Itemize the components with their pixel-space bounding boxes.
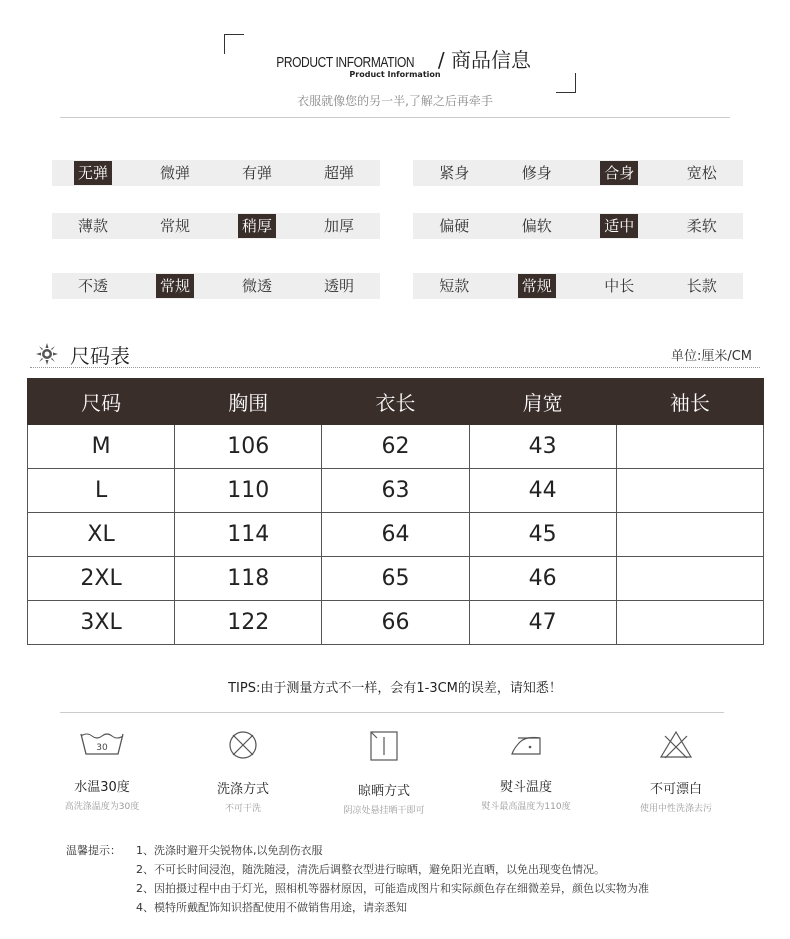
attribute-option [496, 214, 579, 238]
title-english: PRODUCT INFORMATION [276, 54, 415, 71]
attribute-group [52, 213, 380, 239]
care-title: 不可漂白 [649, 782, 702, 797]
table-cell: 106 [175, 425, 322, 469]
table-row [28, 601, 764, 645]
care-item-iron [456, 730, 596, 812]
attribute-option [661, 274, 744, 298]
size-chart-unit: 单位:厘米/CM [670, 349, 752, 364]
title-chinese: 商品信息 [450, 48, 531, 72]
care-item-drying [314, 730, 454, 816]
attribute-option-label: 短款 [439, 277, 470, 295]
attribute-option-label: 不透 [77, 277, 108, 295]
attribute-group [52, 160, 380, 186]
wash-30-icon [79, 730, 125, 758]
table-cell [616, 425, 763, 469]
attribute-option [298, 214, 380, 238]
attribute-option-label: 偏硬 [439, 217, 470, 235]
attribute-option-label: 微弹 [159, 164, 190, 182]
table-cell: 110 [175, 469, 322, 513]
table-cell: 62 [322, 425, 469, 469]
care-item-wash-temp [32, 730, 172, 812]
table-row [28, 557, 764, 601]
attribute-option [134, 214, 216, 238]
table-cell: 45 [469, 513, 616, 557]
size-table-header-row [28, 379, 764, 425]
attribute-option-selected [52, 161, 134, 185]
attribute-option [134, 161, 216, 185]
care-title: 洗涤方式 [216, 782, 269, 797]
attribute-option-label: 无弹 [74, 161, 112, 185]
table-cell: 44 [469, 469, 616, 513]
no-bleach-icon [659, 730, 693, 760]
attribute-option [52, 214, 134, 238]
attribute-option-label: 有弹 [241, 164, 272, 182]
attribute-option-label: 常规 [518, 274, 556, 298]
care-item-bleach [606, 730, 746, 814]
attribute-option [496, 161, 579, 185]
attribute-option-selected [134, 274, 216, 298]
table-cell: 118 [175, 557, 322, 601]
care-subtitle: 高洗涤温度为30度 [64, 802, 140, 812]
attribute-option [216, 161, 298, 185]
attribute-option-selected [578, 161, 661, 185]
table-cell: 46 [469, 557, 616, 601]
line-dry-icon [369, 730, 399, 762]
attribute-group [413, 160, 743, 186]
attribute-option-selected [578, 214, 661, 238]
table-cell: 43 [469, 425, 616, 469]
table-cell [616, 469, 763, 513]
attribute-option-label: 加厚 [323, 217, 354, 235]
attribute-option-label: 柔软 [686, 217, 717, 235]
size-chart-header [30, 338, 760, 368]
care-subtitle: 熨斗最高温度为110度 [481, 802, 571, 812]
table-cell [616, 513, 763, 557]
care-subtitle: 使用中性洗涤去污 [639, 804, 712, 814]
title-separator: / [437, 48, 445, 72]
table-row [28, 469, 764, 513]
table-cell [616, 557, 763, 601]
care-subtitle: 不可干洗 [224, 804, 261, 814]
attribute-option-label: 微透 [241, 277, 272, 295]
attribute-group [52, 273, 380, 299]
attribute-option [298, 161, 380, 185]
note-line: 4、模特所戴配饰知识搭配使用不做销售用途，请亲悉知 [136, 901, 407, 914]
attribute-option [216, 274, 298, 298]
tips-divider [60, 712, 724, 713]
attribute-option-selected [216, 214, 298, 238]
attribute-option-selected [496, 274, 579, 298]
care-item-wash-method [173, 730, 313, 814]
attribute-option [413, 274, 496, 298]
wash-temp-text: 30 [96, 743, 108, 753]
attribute-option-label: 透明 [323, 277, 354, 295]
attribute-option-label: 中长 [604, 277, 635, 295]
attribute-option-label: 适中 [600, 214, 638, 238]
table-cell: M [28, 425, 175, 469]
measurement-tips: TIPS:由于测量方式不一样，会有1-3CM的误差，请知悉！ [228, 681, 562, 696]
note-line: 2、不可长时间浸泡，随洗随浸，清洗后调整衣型进行晾晒，避免阳光直晒，以免出现变色情况。 [136, 863, 605, 876]
attribute-option [661, 161, 744, 185]
size-chart-title: 尺码表 [70, 344, 130, 368]
attribute-option-label: 超弹 [323, 164, 354, 182]
header-cell: 胸围 [175, 379, 322, 425]
page-title [0, 44, 790, 73]
header-cell: 肩宽 [469, 379, 616, 425]
attribute-option-label: 修身 [521, 164, 552, 182]
attribute-option-label: 薄款 [77, 217, 108, 235]
note-line: 1、洗涤时避开尖锐物体,以免刮伤衣服 [136, 844, 323, 857]
attribute-option-label: 紧身 [439, 164, 470, 182]
attribute-option-label: 宽松 [686, 164, 717, 182]
table-cell: 2XL [28, 557, 175, 601]
table-cell: 66 [322, 601, 469, 645]
care-title: 晾晒方式 [357, 784, 410, 799]
notes-label: 温馨提示： [66, 844, 121, 857]
note-line: 2、因拍摄过程中由于灯光，照相机等器材原因，可能造成图片和实际颜色存在细微差异，颜色以实物为准 [136, 882, 649, 895]
table-cell: 114 [175, 513, 322, 557]
table-cell: 3XL [28, 601, 175, 645]
attribute-option-label: 常规 [156, 274, 194, 298]
attribute-option [413, 214, 496, 238]
care-title: 熨斗温度 [499, 780, 552, 795]
attribute-option-label: 长款 [686, 277, 717, 295]
attribute-option [298, 274, 380, 298]
table-cell: 64 [322, 513, 469, 557]
attribute-option-label: 偏软 [521, 217, 552, 235]
no-tumble-dry-icon [228, 730, 258, 760]
table-cell [616, 601, 763, 645]
page-tagline: 衣服就像您的另一半,了解之后再牵手 [297, 94, 493, 108]
attribute-option [578, 274, 661, 298]
table-cell: 65 [322, 557, 469, 601]
header-cell: 衣长 [322, 379, 469, 425]
size-table [27, 378, 764, 645]
table-cell: 63 [322, 469, 469, 513]
header-divider [60, 117, 730, 118]
table-cell: 47 [469, 601, 616, 645]
attribute-group [413, 273, 743, 299]
sun-gear-icon [36, 343, 58, 365]
attribute-option-label: 合身 [600, 161, 638, 185]
care-title: 水温30度 [74, 780, 130, 795]
care-subtitle: 阴凉处悬挂晒干即可 [343, 806, 425, 816]
table-cell: L [28, 469, 175, 513]
page-subtitle: Product Information [349, 70, 441, 79]
iron-icon [506, 730, 546, 758]
attribute-option [413, 161, 496, 185]
table-cell: XL [28, 513, 175, 557]
attribute-option-label: 稍厚 [238, 214, 276, 238]
table-cell: 122 [175, 601, 322, 645]
attribute-option [661, 214, 744, 238]
attribute-option [52, 274, 134, 298]
header-cell: 袖长 [616, 379, 763, 425]
attribute-group [413, 213, 743, 239]
table-row [28, 513, 764, 557]
attribute-option-label: 常规 [159, 217, 190, 235]
header-cell: 尺码 [28, 379, 175, 425]
table-row [28, 425, 764, 469]
